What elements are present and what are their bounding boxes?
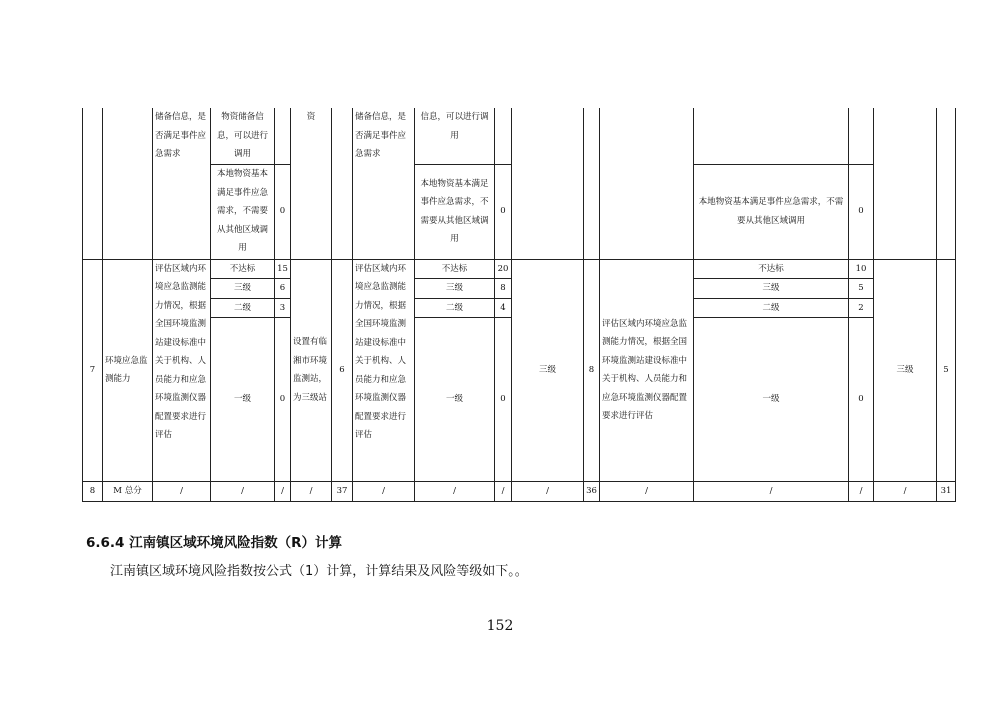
row7-actual-c: 三级 [874, 259, 937, 482]
cont-desc-c [600, 108, 694, 259]
row8-cell-13: / [600, 482, 694, 502]
row7-score-b-0: 20 [495, 259, 512, 279]
row8-cell-10: / [495, 482, 512, 502]
row7-score-a-3: 0 [275, 318, 291, 482]
row8-cell-6: / [291, 482, 332, 502]
row8-number: 8 [83, 482, 103, 502]
row8-cell-11: / [512, 482, 584, 502]
risk-assessment-table [82, 108, 956, 502]
row7-score-a-0: 15 [275, 259, 291, 279]
cont-score-b-bottom: 0 [495, 164, 512, 259]
row8-total-a: 37 [332, 482, 353, 502]
cont-level-c-bottom: 本地物资基本满足事件应急需求，不需要从其他区域调用 [694, 164, 849, 259]
row7-score-c-0: 10 [849, 259, 874, 279]
row7-level-c-3: 一级 [694, 318, 849, 482]
row7-level-a-2: 二级 [211, 298, 275, 318]
row8-cell-9: / [415, 482, 495, 502]
row7-desc-b: 评估区域内环境应急监测能力情况，根据全国环境监测站建设标准中关于机构、人员能力和应急环境监测仪器配置要求进行评估 [353, 259, 415, 482]
row7-level-c-1: 三级 [694, 279, 849, 299]
row7-score-b: 8 [584, 259, 600, 482]
row7-score-b-2: 4 [495, 298, 512, 318]
row8-total-c: 31 [937, 482, 956, 502]
cont-score-b [584, 108, 600, 259]
cont-actual-b [512, 108, 584, 259]
row8-cell-15: / [849, 482, 874, 502]
row8-cell-4: / [211, 482, 275, 502]
row7-score-c-2: 2 [849, 298, 874, 318]
cont-name-cell [103, 108, 153, 259]
cont-score-c-top [849, 108, 874, 164]
row7-score-a-2: 3 [275, 298, 291, 318]
cont-actual-a: 资 [291, 108, 332, 259]
row7-level-a-3: 一级 [211, 318, 275, 482]
row7-level-c-0: 不达标 [694, 259, 849, 279]
cont-level-b-top: 信息，可以进行调用 [415, 108, 495, 164]
row7-name: 环境应急监测能力 [103, 259, 153, 482]
section-heading: 6.6.4 江南镇区域环境风险指数（R）计算 [86, 535, 343, 551]
cont-score-a [332, 108, 353, 259]
cont-score-a-top [275, 108, 291, 164]
row8-cell-14: / [694, 482, 849, 502]
row7-score-c-3: 0 [849, 318, 874, 482]
row8-name: M 总分 [103, 482, 153, 502]
cont-score-c [937, 108, 956, 259]
row7-score-c: 5 [937, 259, 956, 482]
row8-cell-5: / [275, 482, 291, 502]
row7-score-a-1: 6 [275, 279, 291, 299]
row7-level-a-0: 不达标 [211, 259, 275, 279]
section-paragraph: 江南镇区域环境风险指数按公式（1）计算，计算结果及风险等级如下。。 [110, 564, 528, 579]
cont-level-a-top: 物资储备信息，可以进行调用 [211, 108, 275, 164]
cont-level-c-top [694, 108, 849, 164]
row7-score-b-3: 0 [495, 318, 512, 482]
row8-cell-8: / [353, 482, 415, 502]
row7-score-c-1: 5 [849, 279, 874, 299]
cont-desc-b: 储备信息，是否满足事件应急需求 [353, 108, 415, 259]
row7-level-b-2: 二级 [415, 298, 495, 318]
row7-level-b-1: 三级 [415, 279, 495, 299]
page-number: 152 [486, 618, 514, 634]
row7-score-a: 6 [332, 259, 353, 482]
row7-number: 7 [83, 259, 103, 482]
row8-cell-3: / [153, 482, 211, 502]
row7-desc-a: 评估区域内环境应急监测能力情况，根据全国环境监测站建设标准中关于机构、人员能力和应急环境监测仪器配置要求进行评估 [153, 259, 211, 482]
row7-level-c-2: 二级 [694, 298, 849, 318]
row8-total-b: 36 [584, 482, 600, 502]
row7-desc-c: 评估区域内环境应急监测能力情况，根据全国环境监测站建设标准中关于机构、人员能力和应急环境监测仪器配置要求进行评估 [600, 259, 694, 482]
cont-score-a-bottom: 0 [275, 164, 291, 259]
cont-level-a-bottom: 本地物资基本满足事件应急需求，不需要从其他区域调用 [211, 164, 275, 259]
row7-score-b-1: 8 [495, 279, 512, 299]
cont-desc-a: 储备信息，是否满足事件应急需求 [153, 108, 211, 259]
cont-score-c-bottom: 0 [849, 164, 874, 259]
row7-actual-a: 设置有临湘市环境监测站，为三级站 [291, 259, 332, 482]
row7-actual-b: 三级 [512, 259, 584, 482]
row7-level-b-3: 一级 [415, 318, 495, 482]
cont-num-cell [83, 108, 103, 259]
row7-level-a-1: 三级 [211, 279, 275, 299]
cont-actual-c [874, 108, 937, 259]
cont-score-b-top [495, 108, 512, 164]
row8-cell-16: / [874, 482, 937, 502]
row7-level-b-0: 不达标 [415, 259, 495, 279]
cont-level-b-bottom: 本地物资基本满足事件应急需求，不需要从其他区域调用 [415, 164, 495, 259]
